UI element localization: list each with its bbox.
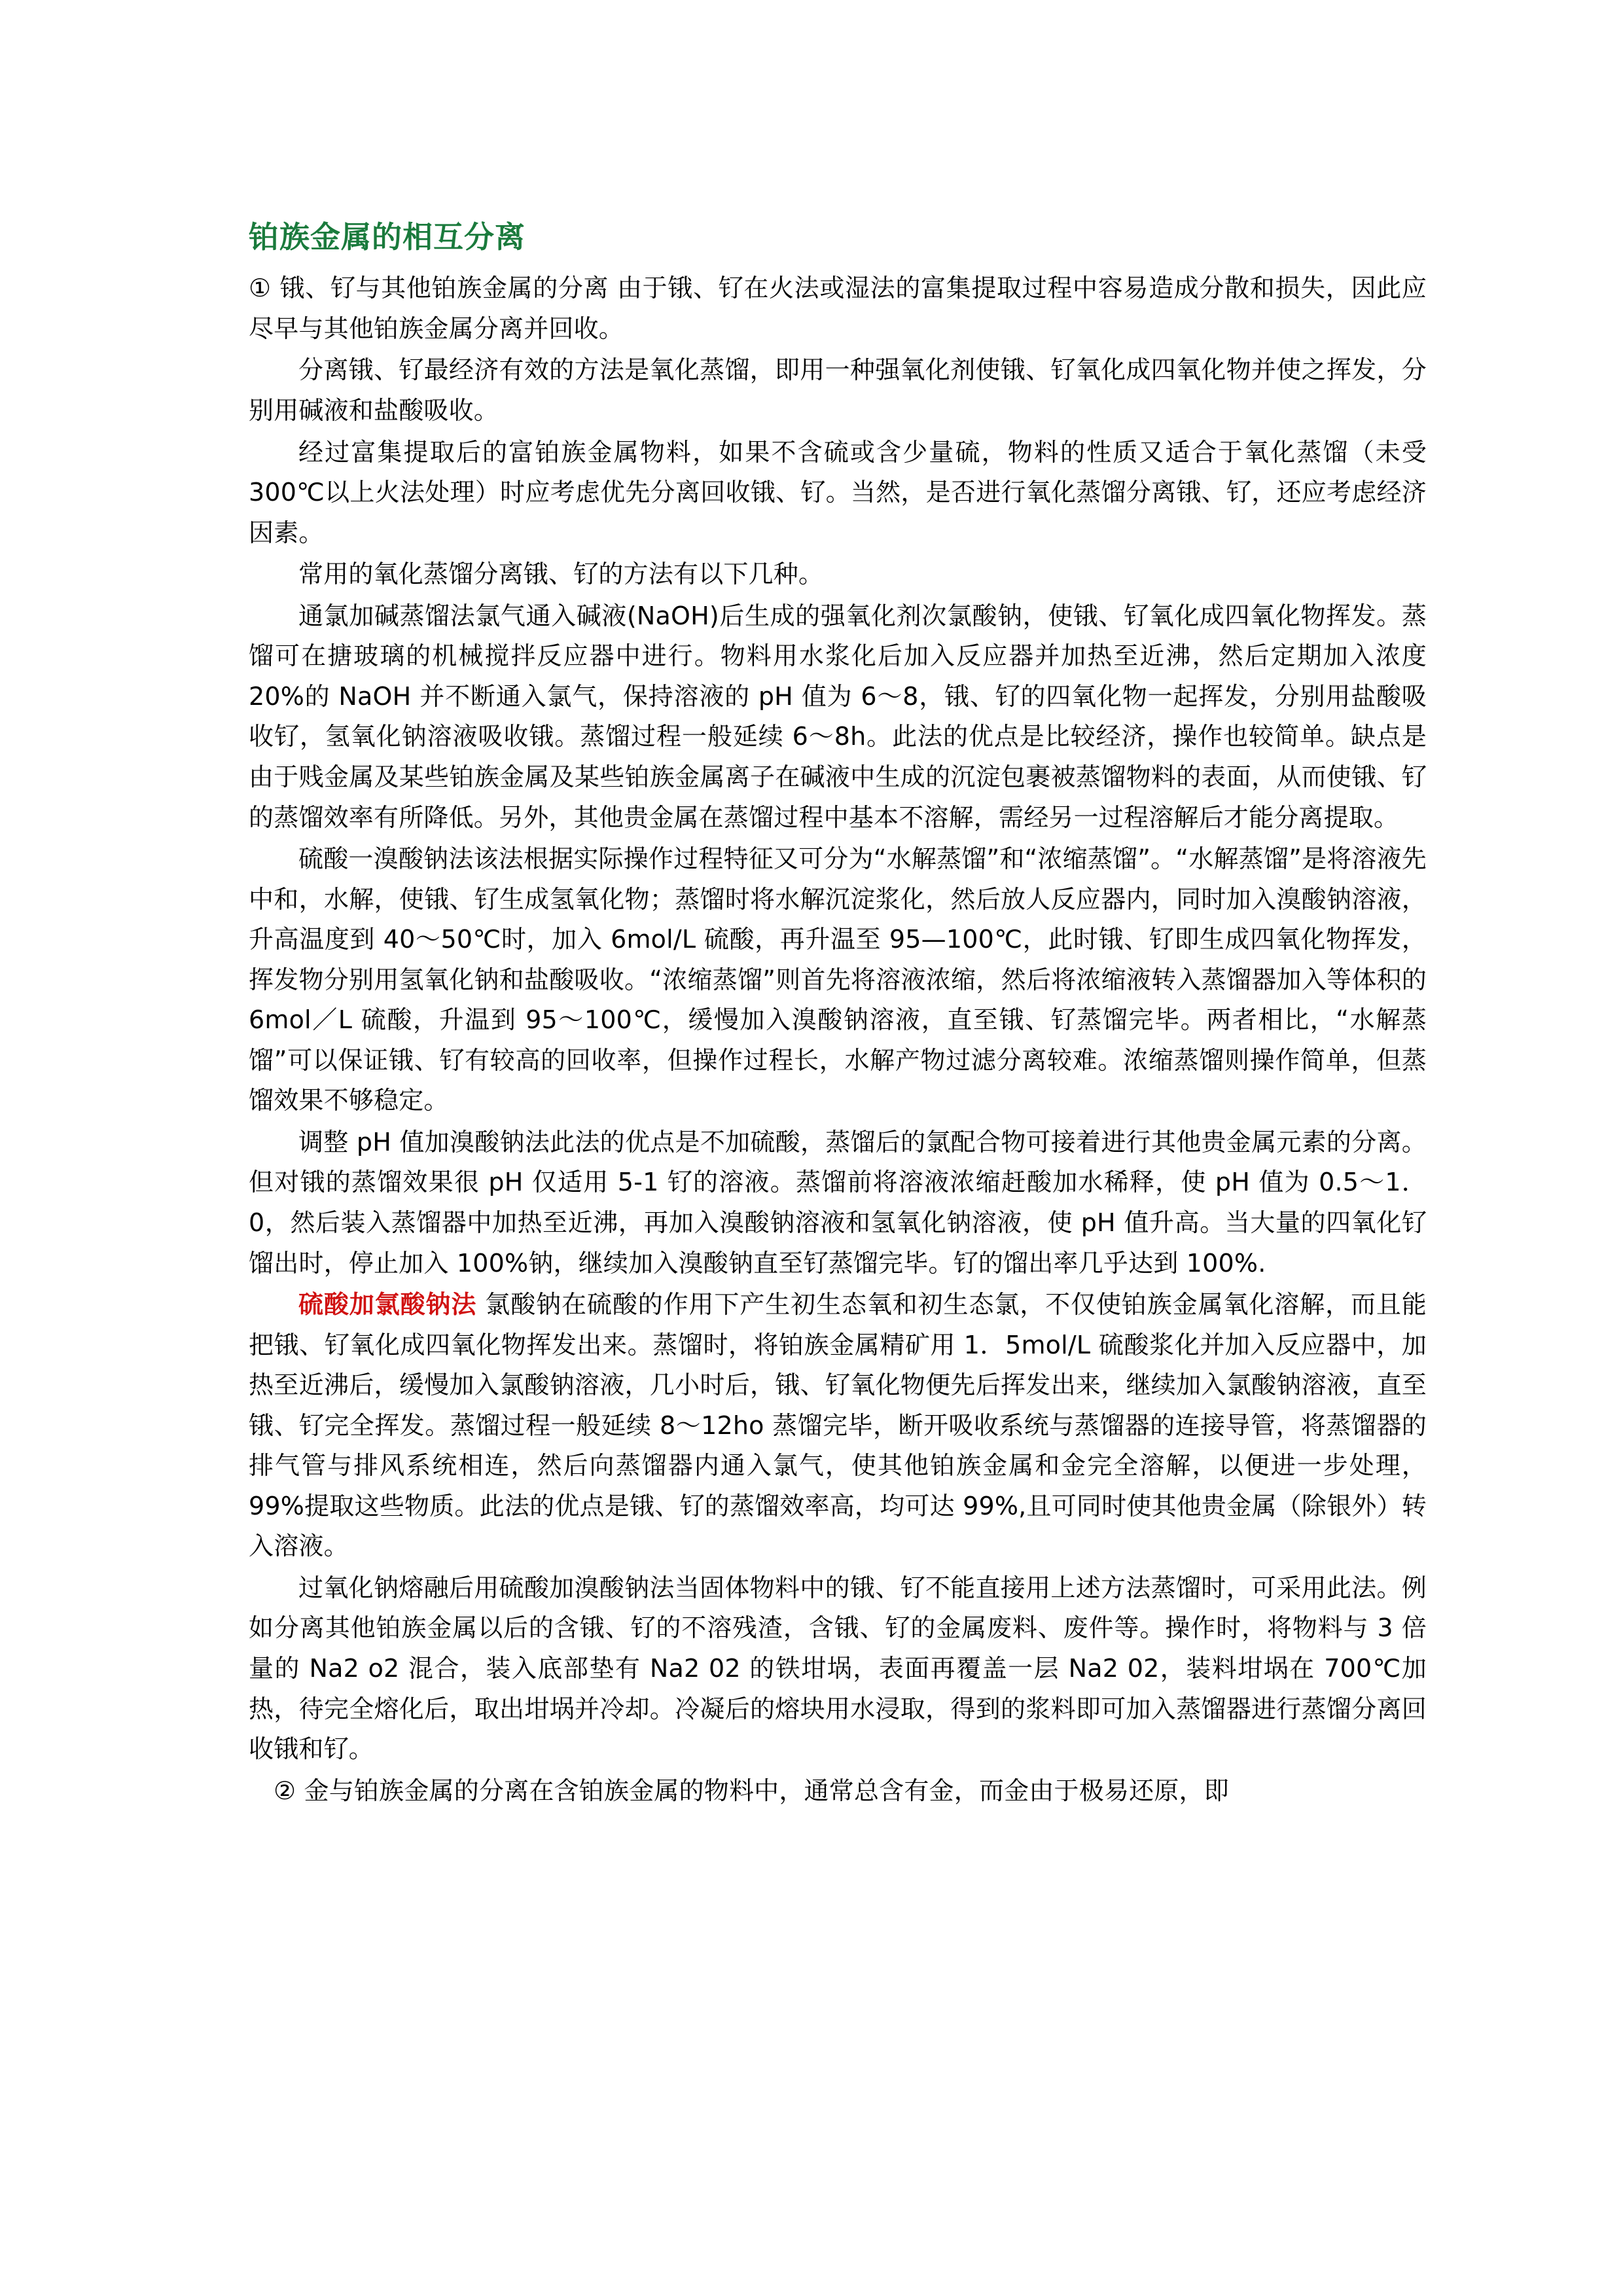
paragraph-1: ① 锇、钌与其他铂族金属的分离 由于锇、钌在火法或湿法的富集提取过程中容易造成分散和损失，因此应尽早与其他铂族金属分离并回收。 [249,274,1427,343]
paragraph-8 [249,1285,1427,1567]
paragraph-10: ② 金与铂族金属的分离在含铂族金属的物料中，通常总含有金，而金由于极易还原，即 [274,1776,1229,1805]
paragraph-2: 分离锇、钌最经济有效的方法是氧化蒸馏，即用一种强氧化剂使锇、钌氧化成四氧化物并使之挥发，分别用碱液和盐酸吸收。 [249,355,1427,425]
paragraph-6: 硫酸一溴酸钠法该法根据实际操作过程特征又可分为“水解蒸馏”和“浓缩蒸馏”。“水解蒸馏”是将溶液先中和，水解，使锇、钌生成氢氧化物；蒸馏时将水解沉淀浆化，然后放人反应器内，同时加入溴酸钠溶液，升高温度到 40～50℃时，加入 6mol/L 硫酸，再升温至 95—100℃，此时锇、钌即生成四氧化物挥发，挥发物分别用氢氧化钠和盐酸吸收。“浓缩蒸馏”则首先将溶液浓缩，然后将浓缩液转入蒸馏器加入等体积的 6mol／L 硫酸，升温到 95～100℃，缓慢加入溴酸钠溶液，直至锇、钌蒸馏完毕。两者相比，“水解蒸馏”可以保证锇、钌有较高的回收率，但操作过程长，水解产物过滤分离较难。浓缩蒸馏则操作简单，但蒸馏效果不够稳定。 [249,844,1427,1115]
paragraph-8-body: 氯酸钠在硫酸的作用下产生初生态氧和初生态氯，不仅使铂族金属氧化溶解，而且能把锇、钌氧化成四氧化物挥发出来。蒸馏时，将铂族金属精矿用 1．5mol/L 硫酸浆化并加入反应器中，加热至近沸后，缓慢加入氯酸钠溶液，几小时后，锇、钌氧化物便先后挥发出来，继续加入氯酸钠溶液，直至锇、钌完全挥发。蒸馏过程一般延续 8～12ho 蒸馏完毕，断开吸收系统与蒸馏器的连接导管，将蒸馏器的排气管与排风系统相连，然后向蒸馏器内通入氯气，使其他铂族金属和金完全溶解，以便进一步处理，99%提取这些物质。此法的优点是锇、钌的蒸馏效率高，均可达 99%,且可同时使其他贵金属（除银外）转入溶液。 [249,1290,1427,1561]
highlighted-term: 硫酸加氯酸钠法 [298,1290,477,1319]
paragraph-4: 常用的氧化蒸馏分离锇、钌的方法有以下几种。 [298,560,824,589]
paragraph-7: 调整 pH 值加溴酸钠法此法的优点是不加硫酸，蒸馏后的氯配合物可接着进行其他贵金属元素的分离。但对锇的蒸馏效果很 pH 仅适用 5-1 钌的溶液。蒸馏前将溶液浓缩赶酸加水稀释，使 pH 值为 0.5～1．0，然后装入蒸馏器中加热至近沸，再加入溴酸钠溶液和氢氧化钠溶液，使 pH 值升高。当大量的四氧化钌馏出时，停止加入 100%钠，继续加入溴酸钠直至钌蒸馏完毕。钌的馏出率几乎达到 100%. [249,1127,1427,1278]
page-title: 铂族金属的相互分离 [249,219,526,255]
paragraph-9: 过氧化钠熔融后用硫酸加溴酸钠法当固体物料中的锇、钌不能直接用上述方法蒸馏时，可采用此法。例如分离其他铂族金属以后的含锇、钌的不溶残渣，含锇、钌的金属废料、废件等。操作时，将物料与 3 倍量的 Na2 o2 混合，装入底部垫有 Na2 02 的铁坩埚，表面再覆盖一层 Na2 02，装料坩埚在 700℃加热，待完全熔化后，取出坩埚并冷却。冷凝后的熔块用水浸取，得到的浆料即可加入蒸馏器进行蒸馏分离回收锇和钌。 [249,1573,1427,1764]
paragraph-3: 经过富集提取后的富铂族金属物料，如果不含硫或含少量硫，物料的性质又适合于氧化蒸馏（未受 300℃以上火法处理）时应考虑优先分离回收锇、钌。当然，是否进行氧化蒸馏分离锇、钌，还应考虑经济因素。 [249,437,1427,547]
paragraph-5: 通氯加碱蒸馏法氯气通入碱液(NaOH)后生成的强氧化剂次氯酸钠，使锇、钌氧化成四氧化物挥发。蒸馏可在搪玻璃的机械搅拌反应器中进行。物料用水浆化后加入反应器并加热至近沸，然后定期加入浓度 20%的 NaOH 并不断通入氯气，保持溶液的 pH 值为 6～8，锇、钌的四氧化物一起挥发，分别用盐酸吸收钌，氢氧化钠溶液吸收锇。蒸馏过程一般延续 6～8h。此法的优点是比较经济，操作也较简单。缺点是由于贱金属及某些铂族金属及某些铂族金属离子在碱液中生成的沉淀包裹被蒸馏物料的表面，从而使锇、钌的蒸馏效率有所降低。另外，其他贵金属在蒸馏过程中基本不溶解，需经另一过程溶解后才能分离提取。 [249,601,1427,832]
